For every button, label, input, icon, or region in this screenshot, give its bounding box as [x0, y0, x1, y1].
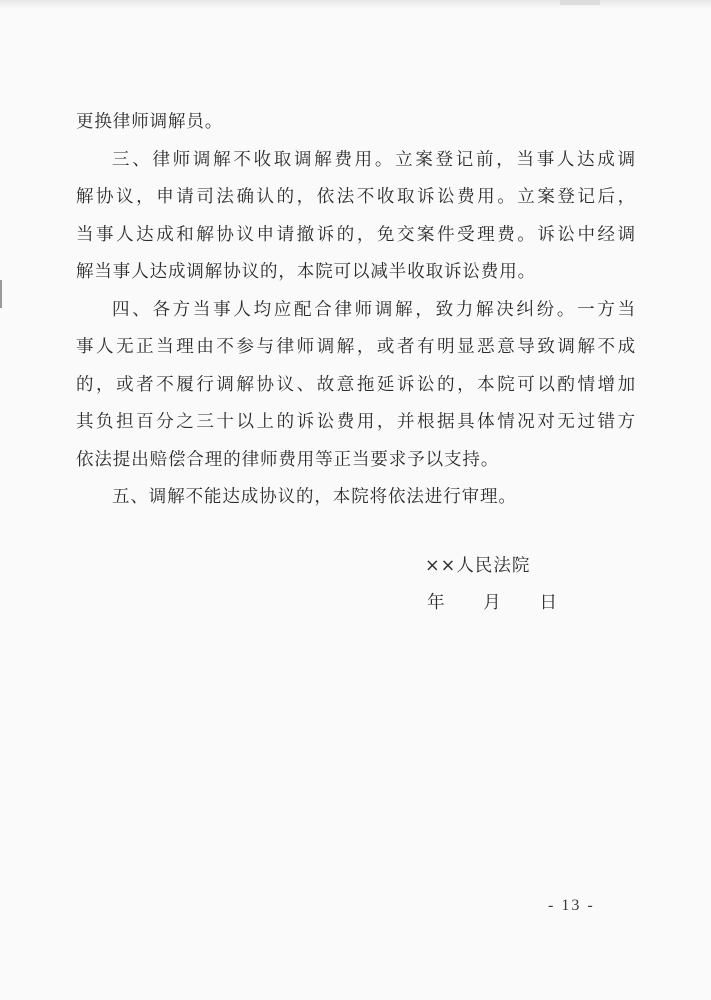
paragraph-line: 三、律师调解不收取调解费用。立案登记前，当事人达成调 — [112, 149, 636, 170]
scan-top-shadow — [0, 0, 711, 10]
paragraph-line: 五、调解不能达成协议的，本院将依法进行审理。 — [112, 487, 517, 507]
scan-edge-mark — [0, 280, 2, 308]
date-month-label: 月 — [483, 593, 501, 613]
paragraph-line: 的，或者不履行调解协议、故意拖延诉讼的，本院可以酌情增加 — [76, 374, 636, 395]
issuing-court: ××人民法院 — [425, 556, 531, 576]
document-body — [76, 104, 636, 517]
paragraph-line: 当事人达成和解协议申请撤诉的，免交案件受理费。诉讼中经调 — [76, 224, 636, 245]
date-day-label: 日 — [539, 593, 557, 613]
paragraph-line: 其负担百分之三十以上的诉讼费用，并根据具体情况对无过错方 — [76, 412, 636, 432]
paragraph-line: 解当事人达成调解协议的，本院可以减半收取诉讼费用。 — [76, 262, 536, 282]
paragraph-line: 更换律师调解员。 — [76, 112, 224, 132]
paragraph-line: 依法提出赔偿合理的律师费用等正当要求予以支持。 — [76, 449, 500, 470]
paragraph-line: 事人无正当理由不参与律师调解，或者有明显恶意导致调解不成 — [76, 337, 636, 357]
page-number: - 13 - — [548, 897, 595, 914]
date-line — [425, 585, 557, 622]
scan-artifact-mark — [560, 0, 600, 5]
date-year-label: 年 — [427, 593, 445, 613]
paragraph-line: 四、各方当事人均应配合律师调解，致力解决纠纷。一方当 — [112, 299, 636, 320]
signature-block — [425, 548, 605, 622]
paragraph-line: 解协议，申请司法确认的，依法不收取诉讼费用。立案登记后， — [76, 187, 636, 207]
